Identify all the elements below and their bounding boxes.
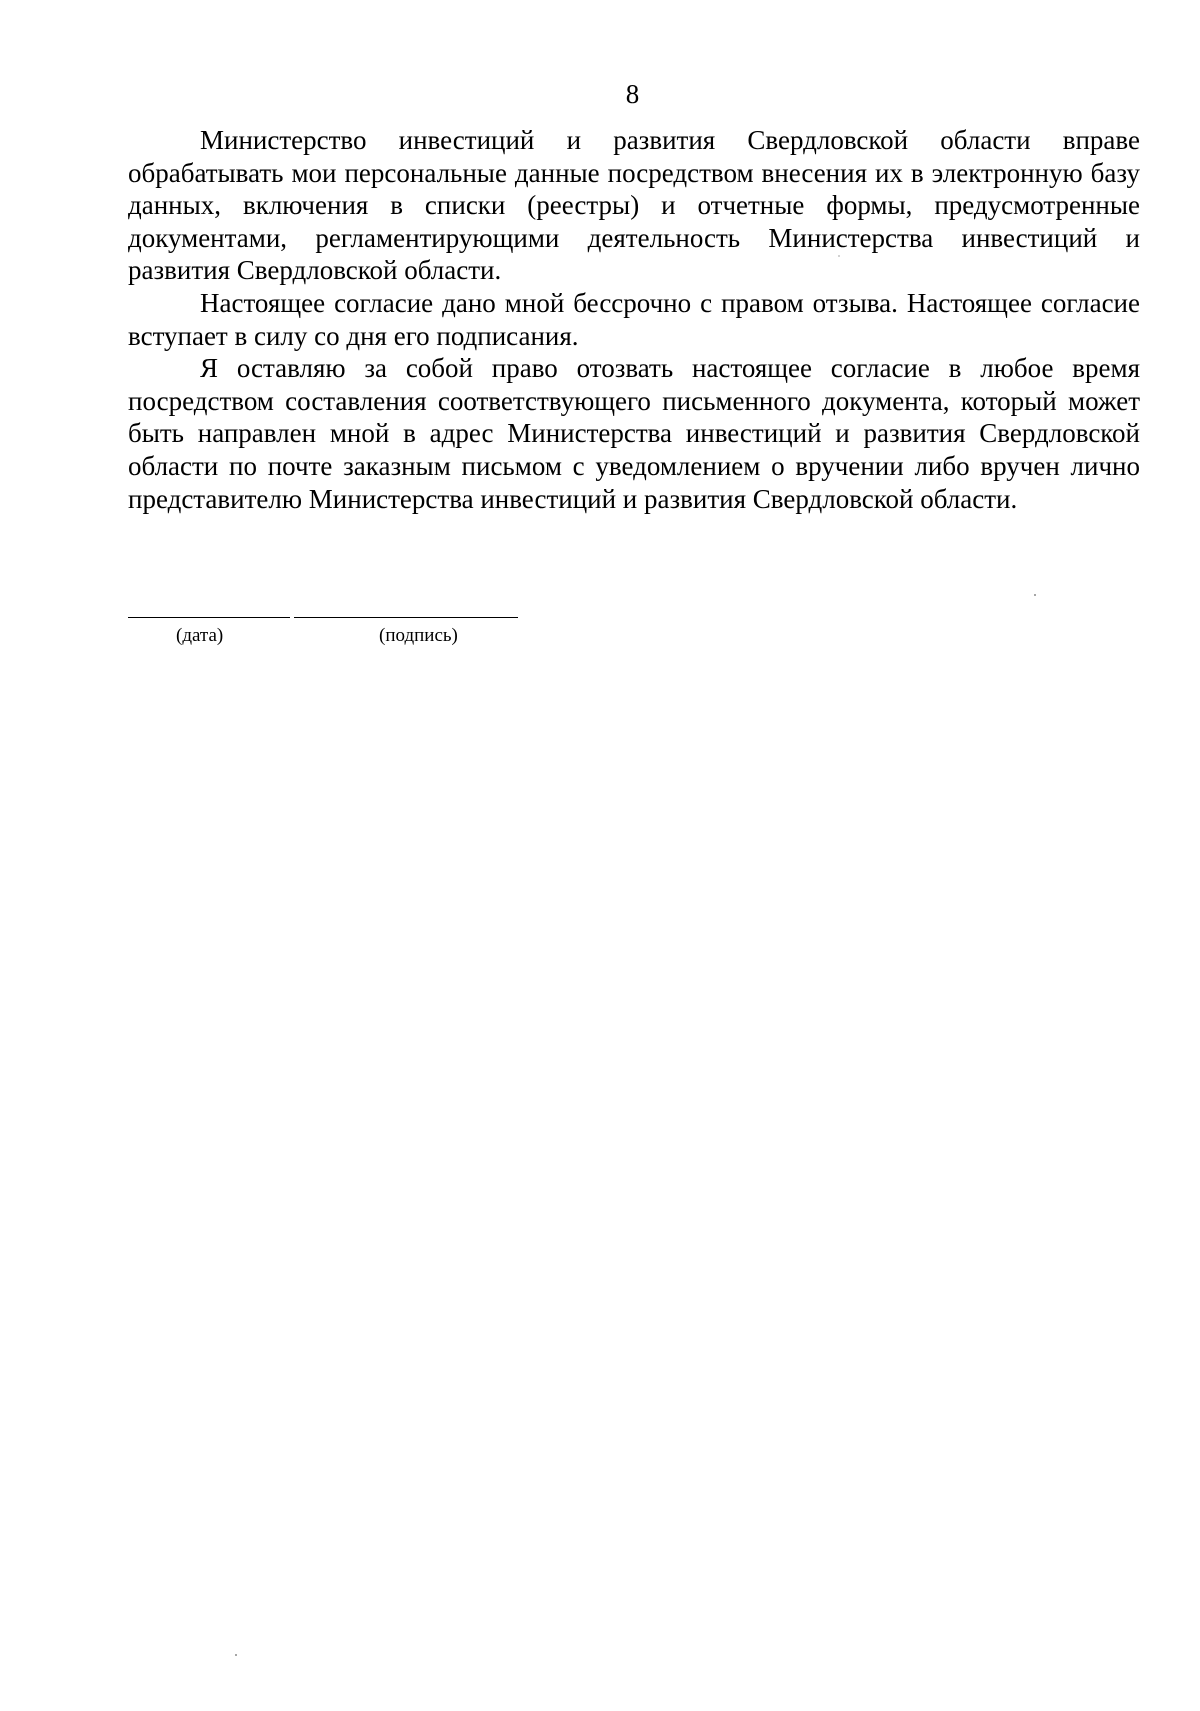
scan-speck [235,1654,237,1656]
paragraph-data-processing: Министерство инвестиций и развития Свердловской области вправе обрабатывать мои персональные данные посредством внесения их в электронную базу данных, включения в списки (реестры) и отчетные формы, предусмотренные документами, регламентирующими деятельность Министерства инвестиций и развития Свердловской области. [128,125,1140,286]
paragraph-consent-withdrawal: Я оставляю за собой право отозвать настоящее согласие в любое время посредством составления соответствующего письменного документа, который может быть направлен мной в адрес Министерства инвестиций и развития Свердловской области по почте заказным письмом с уведомлением о вручении либо вручен лично представителю Министерства инвестиций и развития Свердловской области. [128,353,1140,514]
date-caption: (дата) [176,625,224,646]
scan-speck [838,255,840,257]
scan-speck [1034,594,1036,596]
paragraph-consent-term: Настоящее согласие дано мной бессрочно с правом отзыва. Настоящее согласие вступает в силу со дня его подписания. [128,287,1140,351]
date-line [128,617,290,618]
page-number: 8 [625,79,640,109]
document-body [128,124,1140,515]
signature-line [294,617,518,618]
signature-block [128,617,518,657]
signature-caption: (подпись) [379,625,458,646]
